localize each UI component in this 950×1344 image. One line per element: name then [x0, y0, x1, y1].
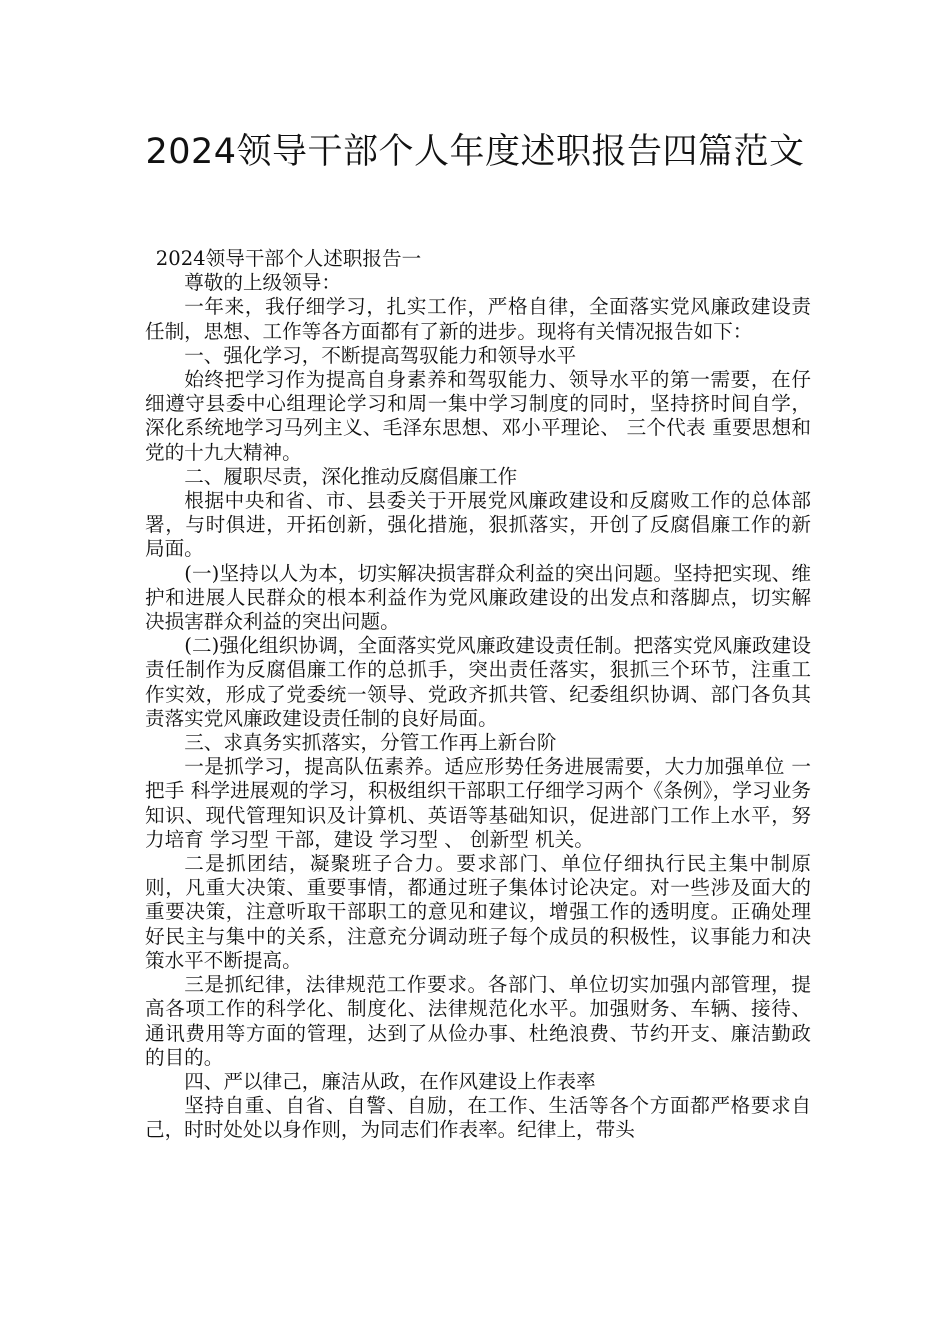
- section-heading-2: 二、履职尽责，深化推动反腐倡廉工作: [184, 464, 518, 488]
- paragraph: (二)强化组织协调，全面落实党风廉政建设责任制。把落实党风廉政建设责任制作为反腐倡廉工作的总抓手，突出责任落实，狠抓三个环节，注重工作实效，形成了党委统一领导、党政齐抓共管、纪委组织协调、部门各负其责落实党风廉政建设责任制的良好局面。: [145, 634, 811, 730]
- section-heading-4: 四、严以律己，廉洁从政，在作风建设上作表率: [184, 1069, 596, 1093]
- document-body: [145, 247, 811, 1143]
- paragraph: 坚持自重、自省、自警、自励，在工作、生活等各个方面都严格要求自己，时时处处以身作则，为同志们作表率。纪律上，带头: [145, 1094, 811, 1142]
- paragraph: 三是抓纪律，法律规范工作要求。各部门、单位切实加强内部管理，提高各项工作的科学化、制度化、法律规范化水平。加强财务、车辆、接待、通讯费用等方面的管理，达到了从俭办事、杜绝浪费、节约开支、廉洁勤政的目的。: [145, 973, 811, 1069]
- section-heading-1: 一、强化学习，不断提高驾驭能力和领导水平: [184, 343, 577, 367]
- paragraph-intro: 一年来，我仔细学习，扎实工作，严格自律，全面落实党风廉政建设责任制，思想、工作等各方面都有了新的进步。现将有关情况报告如下：: [145, 295, 811, 343]
- paragraph: 二是抓团结，凝聚班子合力。要求部门、单位仔细执行民主集中制原则，凡重大决策、重要事情，都通过班子集体讨论决定。对一些涉及面大的重要决策，注意听取干部职工的意见和建议，增强工作的透明度。正确处理好民主与集中的关系，注意充分调动班子每个成员的积极性，议事能力和决策水平不断提高。: [145, 852, 811, 972]
- paragraph: 始终把学习作为提高自身素养和驾驭能力、领导水平的第一需要，在仔细遵守县委中心组理论学习和周一集中学习制度的同时，坚持挤时间自学，深化系统地学习马列主义、毛泽东思想、邓小平理论、 三个代表 重要思想和党的十九大精神。: [145, 368, 811, 464]
- document-title: 2024领导干部个人年度述职报告四篇范文: [145, 132, 805, 172]
- section-heading-3: 三、求真务实抓落实，分管工作再上新台阶: [184, 731, 557, 755]
- paragraph: 一是抓学习，提高队伍素养。适应形势任务进展需要，大力加强单位 一把手 科学进展观的学习，积极组织干部职工仔细学习两个《条例》，学习业务知识、现代管理知识及计算机、英语等基础知识，促进部门工作上水平，努力培育 学习型 干部，建设 学习型 、 创新型 机关。: [145, 755, 811, 851]
- report-subtitle: 2024领导干部个人述职报告一: [155, 247, 422, 270]
- paragraph: 根据中央和省、市、县委关于开展党风廉政建设和反腐败工作的总体部署，与时俱进，开拓创新，强化措施，狠抓落实，开创了反腐倡廉工作的新局面。: [145, 489, 811, 561]
- greeting: 尊敬的上级领导：: [184, 271, 341, 295]
- paragraph: (一)坚持以人为本，切实解决损害群众利益的突出问题。坚持把实现、维护和进展人民群众的根本利益作为党风廉政建设的出发点和落脚点，切实解决损害群众利益的突出问题。: [145, 561, 811, 634]
